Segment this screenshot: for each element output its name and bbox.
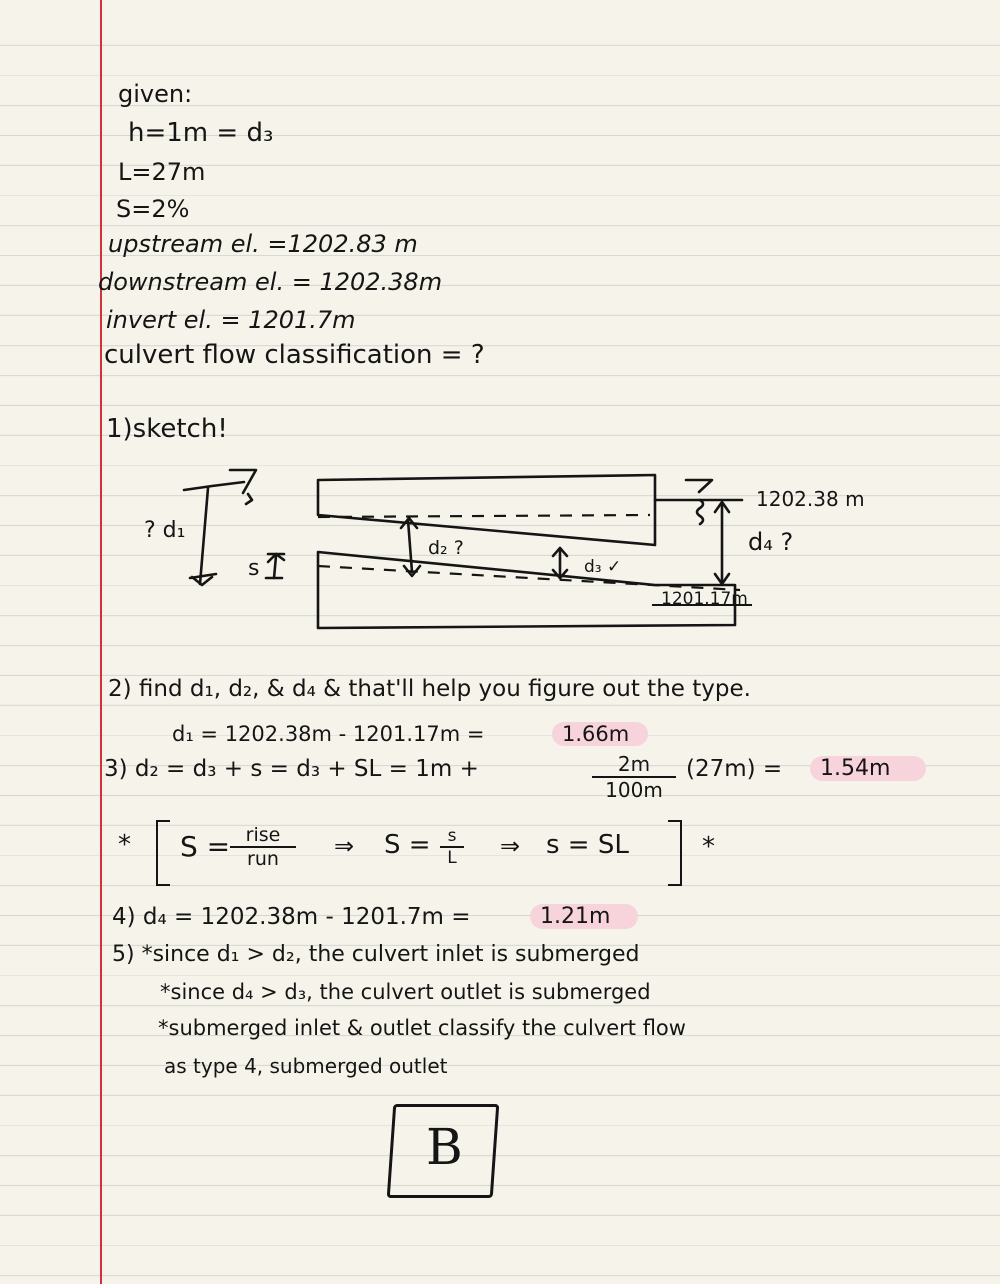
water-surface-dashed-line (318, 566, 740, 590)
note-s-small: s (440, 826, 464, 848)
sketch-label-d4: d₄ ? (748, 528, 794, 556)
sketch-label-s: s (248, 556, 260, 581)
sketch-label-d2: d₂ ? (428, 537, 464, 559)
step3-expression-end: (27m) = (686, 756, 783, 782)
step4-expression: 4) d₄ = 1202.38m - 1201.7m = (112, 904, 471, 930)
step3-result: 1.54m (810, 756, 926, 781)
note-s-equals: S = (180, 830, 231, 863)
sketch-label-tailwater-elevation: 1202.38 m (756, 487, 865, 511)
note-rise-over-run (230, 824, 296, 870)
note-arrow-2: ⇒ (500, 832, 521, 860)
tailwater-triangle-icon (686, 480, 712, 492)
note-rise: rise (230, 824, 296, 848)
given-upstream-elevation: upstream el. =1202.83 m (108, 230, 418, 258)
note-star-start: * (118, 830, 131, 860)
sketch-label-invert: 1201.17m (661, 589, 748, 609)
step2-d1-expression: d₁ = 1202.38m - 1201.17m = (172, 722, 485, 746)
note-arrow-1: ⇒ (334, 832, 355, 860)
note-star-end: * (702, 832, 715, 862)
note-right-bracket (668, 820, 682, 886)
step4-result: 1.21m (530, 904, 638, 929)
note-s-over-L (440, 826, 464, 868)
sketch-label-d1: ? d₁ (144, 518, 186, 543)
step3-fraction-numerator: 2m (592, 752, 676, 778)
d1-dimension-line (200, 488, 208, 584)
step1-label: 1)sketch! (106, 414, 228, 444)
given-question: culvert flow classification = ? (104, 340, 485, 370)
step5-line-4: as type 4, submerged outlet (164, 1054, 448, 1078)
step5-line-1: 5) *since d₁ > d₂, the culvert inlet is submerged (112, 942, 640, 967)
tailwater-ripple-icon (697, 500, 703, 524)
d2-dimension-line (408, 520, 412, 572)
step5-line-2: *since d₄ > d₃, the culvert outlet is submerged (160, 980, 651, 1004)
given-h: h=1m = d₃ (128, 118, 274, 148)
given-invert-elevation: invert el. = 1201.7m (106, 306, 356, 334)
given-downstream-elevation: downstream el. = 1202.38m (98, 268, 443, 296)
given-slope: S=2% (116, 195, 190, 223)
hgl-dashed-line (318, 515, 650, 517)
step3-expression-start: 3) d₂ = d₃ + s = d₃ + SL = 1m + (104, 756, 479, 782)
headwater-surface-line (184, 482, 244, 490)
step2-d1-result: 1.66m (552, 722, 648, 746)
step3-fraction (592, 752, 676, 802)
note-s-equals-2: S = (384, 830, 431, 860)
step5-line-3: *submerged inlet & outlet classify the culvert flow (158, 1016, 686, 1040)
culvert-upper-wall (318, 475, 655, 545)
given-length: L=27m (118, 158, 206, 186)
note-left-bracket (156, 820, 170, 886)
step3-fraction-denominator: 100m (605, 778, 663, 802)
note-s-equals-SL: s = SL (546, 830, 629, 860)
step2-text: 2) find d₁, d₂, & d₄ & that'll help you figure out the type. (108, 676, 751, 702)
answer-letter: B (426, 1118, 463, 1176)
sketch-label-d3: d₃ ✓ (584, 557, 622, 577)
note-L-small: L (447, 848, 457, 868)
headwater-ripple-icon (246, 494, 252, 504)
given-heading: given: (118, 80, 193, 108)
slope-dimension-line (274, 556, 276, 578)
note-run: run (247, 848, 279, 870)
